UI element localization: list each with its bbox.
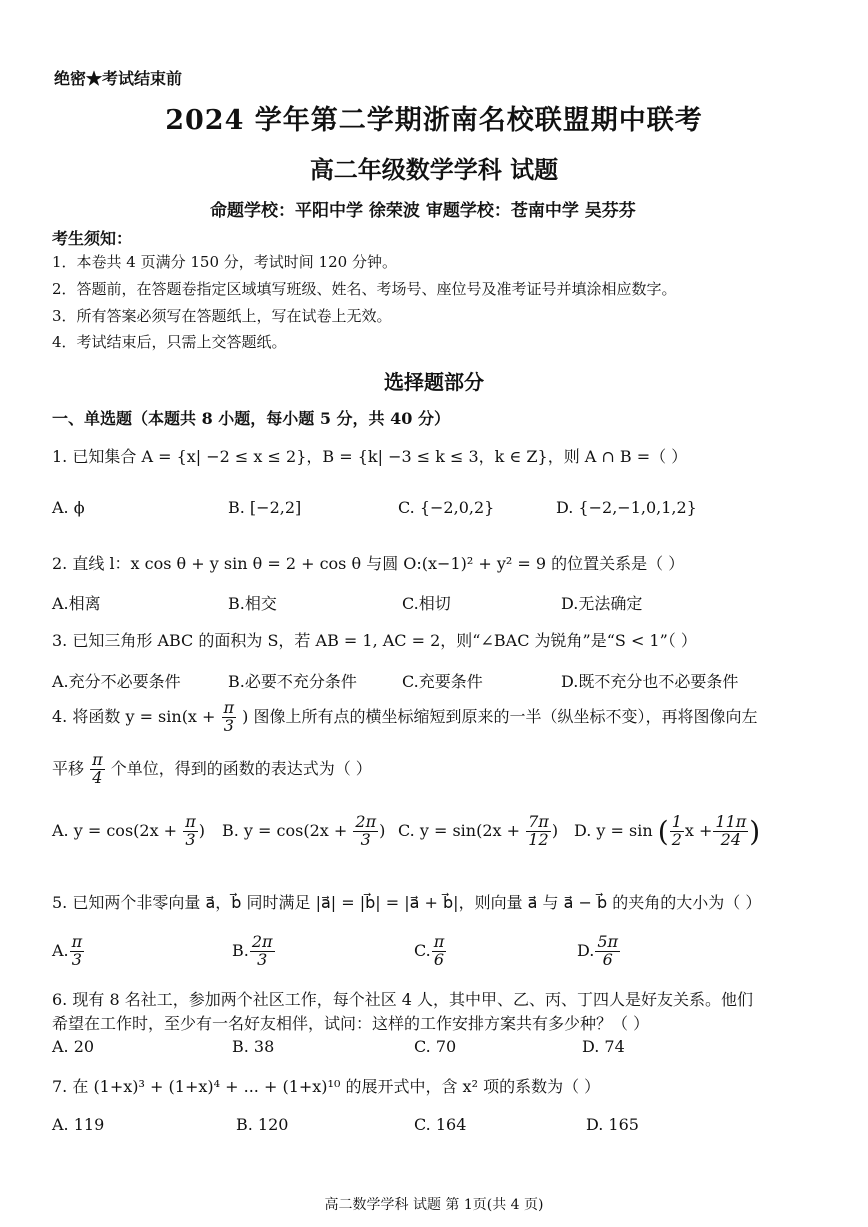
question-5-option-d: D. $\frac{5\pi}{6}$	[577, 932, 619, 969]
question-4-stem-line2	[52, 752, 372, 787]
question-5-option-c: C. $\frac{\pi}{6}$	[414, 932, 445, 969]
question-4-stem-b: ) 图像上所有点的横坐标缩短到原来的一半（纵坐标不变），再将图像向左	[242, 706, 758, 726]
fraction: $\frac{\pi}{4}$	[92, 750, 103, 787]
question-3-option-d: D.既不充分也不必要条件	[561, 672, 739, 691]
question-1-option-b: B. [−2,2]	[228, 498, 302, 517]
question-7-option-a: A. 119	[52, 1115, 105, 1134]
fraction: $\frac{7\pi}{12}$	[528, 812, 549, 849]
question-1-option-a: A. ϕ	[52, 498, 85, 517]
question-7-stem: 7. 在 (1+x)³ + (1+x)⁴ + ... + (1+x)¹⁰ 的展开式中，含 x² 项的系数为（ ）	[52, 1077, 601, 1096]
exam-subtitle: 高二年级数学学科 试题	[309, 155, 559, 184]
question-4-option-c: C. y = sin(2x + $\frac{7\pi}{12}$ )	[398, 812, 559, 849]
question-1-option-c: C. {−2,0,2}	[398, 498, 495, 517]
question-6-option-d: D. 74	[582, 1037, 625, 1056]
question-7-option-c: C. 164	[414, 1115, 467, 1134]
question-1-option-d: D. {−2,−1,0,1,2}	[556, 498, 697, 517]
question-4-stem-a: 4. 将函数 y = sin(x +	[52, 706, 216, 726]
notice-item: 1．本卷共 4 页满分 150 分，考试时间 120 分钟。	[52, 253, 397, 271]
page-footer: 高二数学学科 试题 第 1页(共 4 页)	[324, 1197, 544, 1213]
fraction: $\frac{11\pi}{24}$	[715, 812, 747, 849]
part-title: 一、单选题（本题共 8 小题，每小题 5 分，共 40 分）	[52, 409, 450, 428]
question-6-option-b: B. 38	[232, 1037, 275, 1056]
right-paren: )	[749, 814, 761, 848]
notice-item: 2．答题前，在答题卷指定区域填写班级、姓名、考场号、座位号及准考证号并填涂相应数字。	[52, 280, 677, 298]
fraction: $\frac{\pi}{6}$	[433, 932, 445, 969]
exam-title: 2024 学年第二学期浙南名校联盟期中联考	[165, 105, 703, 136]
question-6-option-a: A. 20	[52, 1037, 95, 1056]
fraction: $\frac{2\pi}{3}$	[355, 812, 377, 849]
question-2-option-c: C.相切	[402, 594, 451, 613]
confidential-mark: 绝密★考试结束前	[54, 69, 183, 88]
question-1-stem: 1. 已知集合 A = {x| −2 ≤ x ≤ 2}，B = {k| −3 ≤ k ≤ 3，k ∈ Z}，则 A ∩ B =（ ）	[52, 447, 688, 466]
question-5-option-a: A. $\frac{\pi}{3}$	[52, 932, 83, 969]
notice-item: 4．考试结束后，只需上交答题纸。	[52, 333, 287, 351]
question-2-option-b: B.相交	[228, 594, 277, 613]
question-4-stem2-b: 个单位，得到的函数的表达式为（ ）	[110, 758, 372, 778]
fraction: $\frac{\pi}{3}$	[223, 698, 235, 735]
question-4-stem-line1	[52, 700, 758, 735]
question-6-stem-line2: 希望在工作时，至少有一名好友相伴，试问：这样的工作安排方案共有多少种？（ ）	[52, 1014, 650, 1033]
section-title: 选择题部分	[384, 370, 484, 394]
question-4-option-b: B. y = cos(2x + $\frac{2\pi}{3}$ )	[222, 812, 386, 849]
question-7-option-d: D. 165	[586, 1115, 639, 1134]
authors-line: 命题学校：平阳中学 徐荣波 审题学校：苍南中学 吴芬芬	[210, 201, 636, 221]
question-6-option-c: C. 70	[414, 1037, 457, 1056]
question-5-stem: 5. 已知两个非零向量 a⃗，b⃗ 同时满足 |a⃗| = |b⃗| = |a⃗ + b⃗|，则向量 a⃗ 与 a⃗ − b⃗ 的夹角的大小为（ ）	[52, 893, 762, 912]
left-paren: (	[657, 814, 669, 848]
question-2-option-d: D.无法确定	[561, 594, 643, 613]
question-3-option-c: C.充要条件	[402, 672, 483, 691]
notice-item: 3．所有答案必须写在答题纸上，写在试卷上无效。	[52, 307, 392, 325]
question-2-stem: 2. 直线 l：x cos θ + y sin θ = 2 + cos θ 与圆 O:(x−1)² + y² = 9 的位置关系是（ ）	[52, 554, 685, 573]
notice-heading: 考生须知：	[52, 229, 133, 248]
question-3-option-a: A.充分不必要条件	[52, 672, 181, 691]
fraction: $\frac{\pi}{3}$	[71, 932, 83, 969]
question-7-option-b: B. 120	[236, 1115, 289, 1134]
fraction: $\frac{2\pi}{3}$	[251, 932, 273, 969]
question-4-option-d: D. y = sin ( $\frac{1}{2}$ x + $\frac{11\pi}{24}$ )	[574, 812, 761, 849]
question-6-stem-line1: 6. 现有 8 名社工，参加两个社区工作，每个社区 4 人，其中甲、乙、丙、丁四人是好友关系。他们	[52, 990, 754, 1009]
question-4-option-a: A. y = cos(2x + $\frac{\pi}{3}$ )	[52, 812, 205, 849]
question-3-option-b: B.必要不充分条件	[228, 672, 357, 691]
fraction: $\frac{1}{2}$	[671, 812, 682, 849]
fraction: $\frac{\pi}{3}$	[185, 812, 196, 849]
question-2-option-a: A.相离	[52, 594, 101, 613]
question-3-stem: 3. 已知三角形 ABC 的面积为 S，若 AB = 1, AC = 2，则“∠BAC 为锐角”是“S < 1”（ ）	[52, 631, 697, 650]
question-4-stem2-a: 平移	[52, 758, 85, 778]
fraction: $\frac{5\pi}{6}$	[597, 932, 619, 969]
question-5-option-b: B. $\frac{2\pi}{3}$	[232, 932, 273, 969]
